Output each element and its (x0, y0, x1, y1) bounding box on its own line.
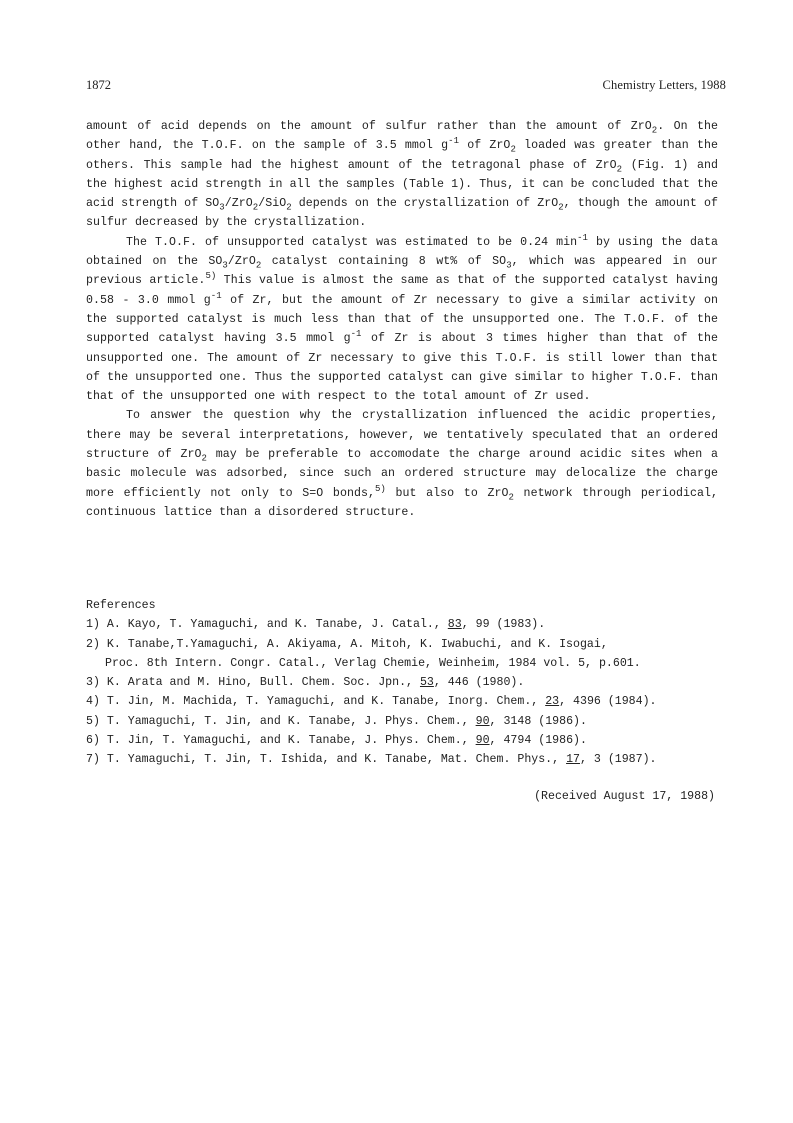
references-section (86, 596, 726, 770)
reference-item-continuation: Proc. 8th Intern. Congr. Catal., Verlag Chemie, Weinheim, 1984 vol. 5, p.601. (105, 656, 641, 670)
paragraph-1: amount of acid depends on the amount of sulfur rather than the amount of ZrO$_2$. On the other hand, the T.O.F. on the sample of 3.5 mmol $g^{-1}$ of ZrO$_2$ loaded was greater than the others. This sample had the highest amount of the tetragonal phase of ZrO$_2$ (Fig. 1) and the highest acid strength in all the samples (Table 1). Thus, it can be concluded that the acid strength of $SO_3/ZrO_2/SiO_2$ depends on the crystallization of ZrO$_2$, though the amount of sulfur decreased by the crystallization. (86, 120, 719, 230)
received-date: (Received August 17, 1988) (534, 790, 715, 803)
paragraph-3: To answer the question why the crystallization influenced the acidic properties, there may be several interpretations, however, we tentatively speculated that an ordered structure of ZrO$_2$ may be preferable to accomodate the charge around acidic sites when a basic molecule was adsorbed, since such an ordered structure may delocalize the charge more efficiently not only to S=O bonds,$^{5)}$ but also to ZrO$_2$ network through periodical, continuous lattice than a disordered structure. (86, 409, 718, 519)
reference-item: 7) T. Yamaguchi, T. Jin, T. Ishida, and K. Tanabe, Mat. Chem. Phys., 17, 3 (1987). (86, 753, 657, 767)
journal-title: Chemistry Letters, 1988 (602, 78, 726, 92)
references-heading: References (86, 599, 156, 612)
article-body (86, 117, 718, 522)
reference-item: 3) K. Arata and M. Hino, Bull. Chem. Soc. Jpn., 53, 446 (1980). (86, 676, 525, 690)
page-number: 1872 (86, 78, 111, 92)
page-header (86, 78, 726, 98)
reference-list (86, 615, 726, 769)
reference-item: 1) A. Kayo, T. Yamaguchi, and K. Tanabe, J. Catal., 83, 99 (1983). (86, 618, 546, 632)
reference-item: 6) T. Jin, T. Yamaguchi, and K. Tanabe, J. Phys. Chem., 90, 4794 (1986). (86, 734, 587, 748)
paragraph-2: The T.O.F. of unsupported catalyst was estimated to be 0.24 $\min^{-1}$ by using the data obtained on the $SO_3/ZrO_2$ catalyst containing 8 wt% of $SO_3$, which was appeared in our previous article.$^{5)}$ This value is almost the same as that of the supported catalyst having 0.58 - 3.0 mmol $g^{-1}$ of Zr, but the amount of Zr necessary to give a similar activity on the supported catalyst is much less than that of the unsupported one. The T.O.F. of the supported catalyst having 3.5 mmol $g^{-1}$ of Zr is about 3 times higher than that of the unsupported one. The amount of Zr necessary to give this T.O.F. is still lower than that of the unsupported one. Thus the supported catalyst can give similar to higher T.O.F. than that of the unsupported one with respect to the total amount of Zr used. (86, 232, 719, 404)
reference-item: 2) K. Tanabe,T.Yamaguchi, A. Akiyama, A. Mitoh, K. Iwabuchi, and K. Isogai, (86, 637, 608, 651)
reference-item: 4) T. Jin, M. Machida, T. Yamaguchi, and K. Tanabe, Inorg. Chem., 23, 4396 (1984). (86, 695, 657, 709)
reference-item: 5) T. Yamaguchi, T. Jin, and K. Tanabe, J. Phys. Chem., 90, 3148 (1986). (86, 714, 587, 728)
